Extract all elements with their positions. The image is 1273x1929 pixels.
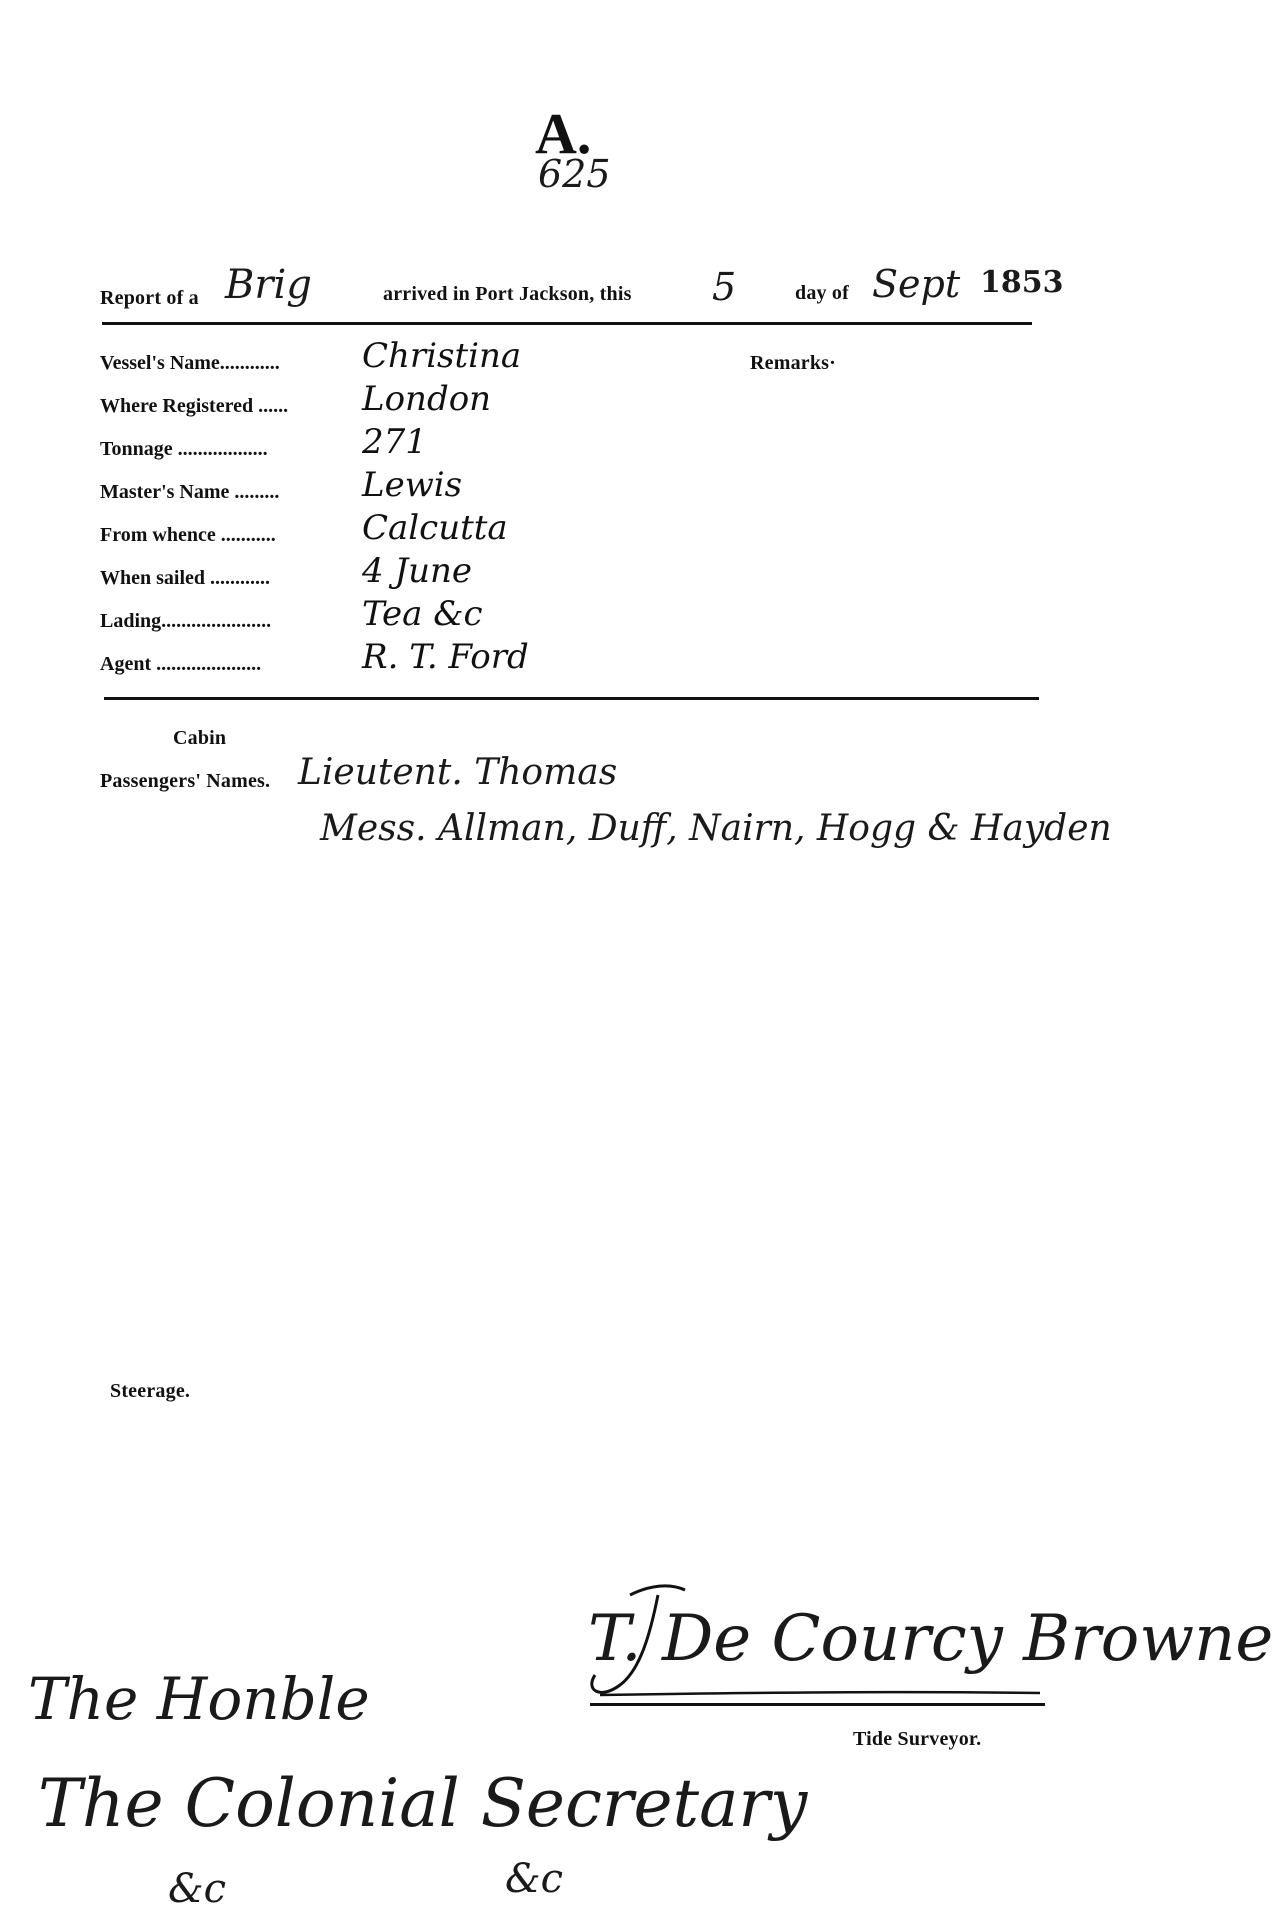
surveyor-signature: T. De Courcy Browne bbox=[588, 1602, 1273, 1676]
field-value: R. T. Ford bbox=[362, 637, 529, 677]
field-label: Agent ..................... bbox=[100, 653, 262, 675]
field-label: From whence ........... bbox=[100, 524, 276, 546]
addressee-line2: The Colonial Secretary bbox=[38, 1765, 808, 1842]
field-value: London bbox=[362, 379, 492, 419]
report-month: Sept bbox=[872, 262, 961, 306]
field-value: 4 June bbox=[362, 551, 472, 591]
signature-rule bbox=[590, 1703, 1045, 1706]
field-label: When sailed ............ bbox=[100, 567, 271, 589]
field-value: Tea &c bbox=[362, 594, 483, 634]
field-label: Where Registered ...... bbox=[100, 395, 289, 417]
passengers-line2: Mess. Allman, Duff, Nairn, Hogg & Hayden bbox=[320, 808, 1112, 849]
field-label: Tonnage .................. bbox=[100, 438, 268, 460]
field-row bbox=[100, 594, 1000, 640]
surveyor-title: Tide Surveyor. bbox=[853, 1728, 982, 1750]
remarks-label: Remarks· bbox=[750, 352, 837, 374]
report-prefix: Report of a bbox=[100, 287, 199, 309]
field-label: Vessel's Name............ bbox=[100, 352, 280, 374]
field-row bbox=[100, 508, 1000, 554]
vessel-type: Brig bbox=[225, 262, 312, 308]
addressee-mark2: &c bbox=[505, 1856, 564, 1902]
steerage-label: Steerage. bbox=[110, 1380, 191, 1402]
middle-rule bbox=[104, 697, 1039, 700]
top-rule bbox=[102, 322, 1032, 325]
field-value: 271 bbox=[362, 422, 427, 462]
day-of-text: day of bbox=[795, 282, 849, 304]
addressee-mark1: &c bbox=[168, 1866, 227, 1912]
field-row bbox=[100, 379, 1000, 425]
field-value: Calcutta bbox=[362, 508, 508, 548]
report-day: 5 bbox=[712, 265, 737, 309]
passengers-names-label: Passengers' Names. bbox=[100, 770, 271, 792]
field-value: Lewis bbox=[362, 465, 463, 505]
cabin-label: Cabin bbox=[173, 727, 227, 749]
arrived-text: arrived in Port Jackson, this bbox=[383, 283, 632, 305]
field-value: Christina bbox=[362, 336, 522, 376]
field-label: Lading...................... bbox=[100, 610, 272, 632]
field-label: Master's Name ......... bbox=[100, 481, 280, 503]
passengers-line1: Lieutent. Thomas bbox=[298, 752, 618, 793]
form-number: 625 bbox=[538, 152, 611, 196]
field-row bbox=[100, 422, 1000, 468]
signature-flourish bbox=[580, 1575, 1140, 1715]
report-year: 1853 bbox=[980, 265, 1064, 300]
form-letter: A. bbox=[535, 101, 592, 166]
field-row bbox=[100, 336, 1000, 382]
addressee-line1: The Honble bbox=[28, 1665, 370, 1733]
field-row bbox=[100, 551, 1000, 597]
field-row bbox=[100, 465, 1000, 511]
field-row bbox=[100, 637, 1000, 683]
